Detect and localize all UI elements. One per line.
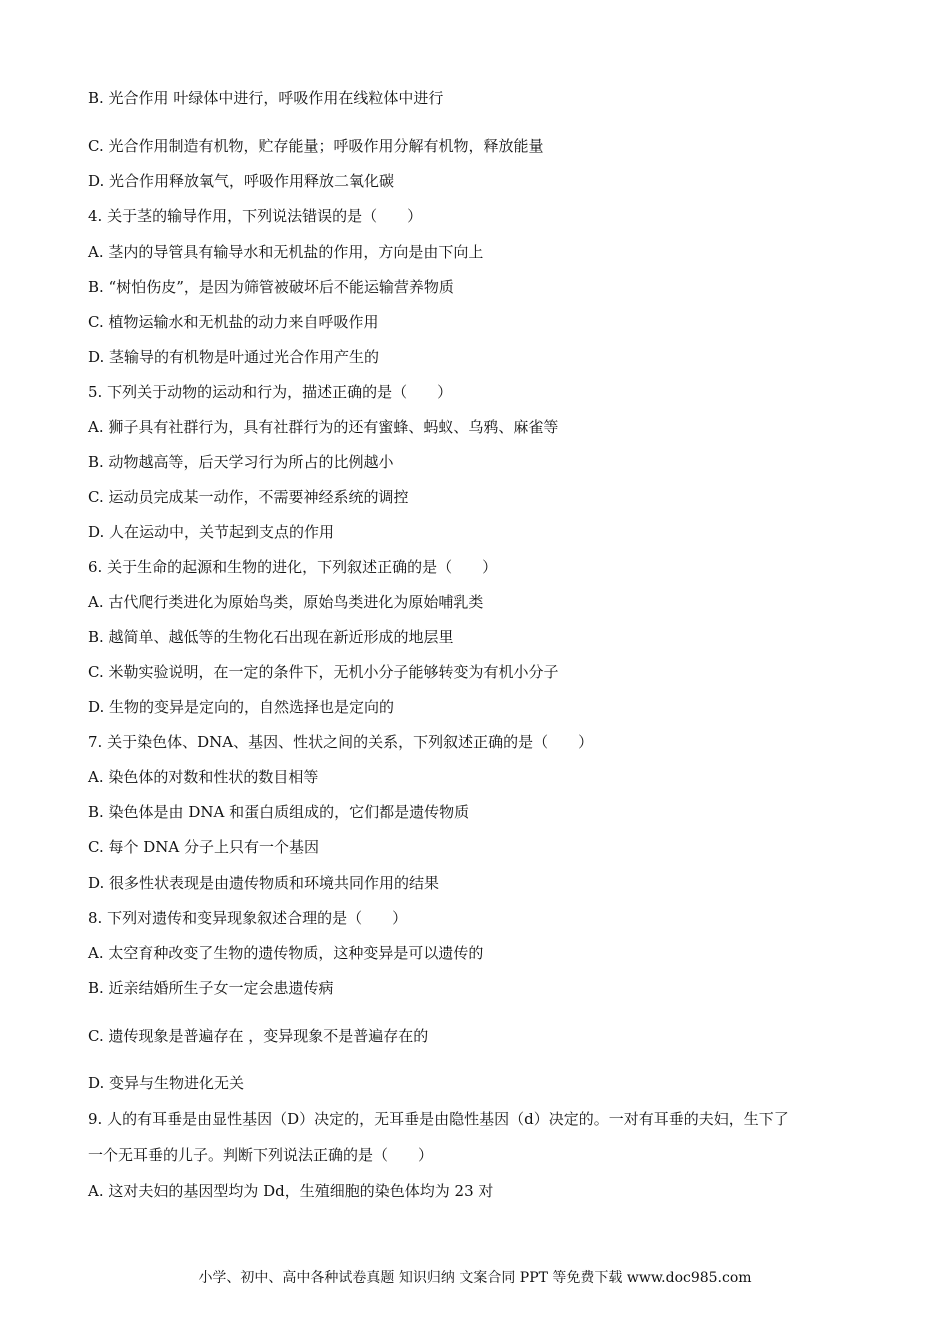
option-6c: C. 米勒实验说明，在一定的条件下，无机小分子能够转变为有机小分子 xyxy=(88,663,559,681)
option-8c: C. 遗传现象是普遍存在 ，变异现象不是普遍存在的 xyxy=(88,1027,429,1045)
option-5b: B. 动物越高等，后天学习行为所占的比例越小 xyxy=(88,453,394,471)
question-9-line-2: 一个无耳垂的儿子。判断下列说法正确的是（ ） xyxy=(88,1146,434,1164)
option-7c: C. 每个 DNA 分子上只有一个基因 xyxy=(88,838,319,856)
option-3b: B. 光合作用 叶绿体中进行，呼吸作用在线粒体中进行 xyxy=(88,89,444,107)
option-4a: A. 茎内的导管具有输导水和无机盐的作用，方向是由下向上 xyxy=(88,243,484,261)
option-3c: C. 光合作用制造有机物，贮存能量；呼吸作用分解有机物，释放能量 xyxy=(88,137,544,155)
question-4: 4. 关于茎的输导作用，下列说法错误的是（ ） xyxy=(88,207,423,225)
option-6a: A. 古代爬行类进化为原始鸟类，原始鸟类进化为原始哺乳类 xyxy=(88,593,484,611)
option-9a: A. 这对夫妇的基因型均为 Dd，生殖细胞的染色体均为 23 对 xyxy=(88,1182,494,1200)
question-7: 7. 关于染色体、DNA、基因、性状之间的关系，下列叙述正确的是（ ） xyxy=(88,733,594,751)
option-4d: D. 茎输导的有机物是叶通过光合作用产生的 xyxy=(88,348,380,366)
option-8d: D. 变异与生物进化无关 xyxy=(88,1074,245,1092)
question-5: 5. 下列关于动物的运动和行为，描述正确的是（ ） xyxy=(88,383,453,401)
option-8a: A. 太空育种改变了生物的遗传物质，这种变异是可以遗传的 xyxy=(88,944,484,962)
option-5c: C. 运动员完成某一动作，不需要神经系统的调控 xyxy=(88,488,409,506)
page-footer: 小学、初中、高中各种试卷真题 知识归纳 文案合同 PPT 等免费下载 www.doc985.com xyxy=(198,1270,752,1286)
question-9-line-1: 9. 人的有耳垂是由显性基因（D）决定的，无耳垂是由隐性基因（d）决定的。一对有耳垂的夫妇，生下了 xyxy=(88,1110,789,1128)
option-7d: D. 很多性状表现是由遗传物质和环境共同作用的结果 xyxy=(88,874,440,892)
question-8: 8. 下列对遗传和变异现象叙述合理的是（ ） xyxy=(88,909,408,927)
option-6d: D. 生物的变异是定向的，自然选择也是定向的 xyxy=(88,698,395,716)
option-5a: A. 狮子具有社群行为，具有社群行为的还有蜜蜂、蚂蚁、乌鸦、麻雀等 xyxy=(88,418,559,436)
question-6: 6. 关于生命的起源和生物的进化，下列叙述正确的是（ ） xyxy=(88,558,498,576)
option-8b: B. 近亲结婚所生子女一定会患遗传病 xyxy=(88,979,334,997)
option-3d: D. 光合作用释放氧气，呼吸作用释放二氧化碳 xyxy=(88,172,395,190)
option-7b: B. 染色体是由 DNA 和蛋白质组成的，它们都是遗传物质 xyxy=(88,803,470,821)
option-4b: B. “树怕伤皮”，是因为筛管被破坏后不能运输营养物质 xyxy=(88,278,454,296)
option-7a: A. 染色体的对数和性状的数目相等 xyxy=(88,768,319,786)
option-4c: C. 植物运输水和无机盐的动力来自呼吸作用 xyxy=(88,313,379,331)
option-5d: D. 人在运动中，关节起到支点的作用 xyxy=(88,523,335,541)
option-6b: B. 越简单、越低等的生物化石出现在新近形成的地层里 xyxy=(88,628,454,646)
